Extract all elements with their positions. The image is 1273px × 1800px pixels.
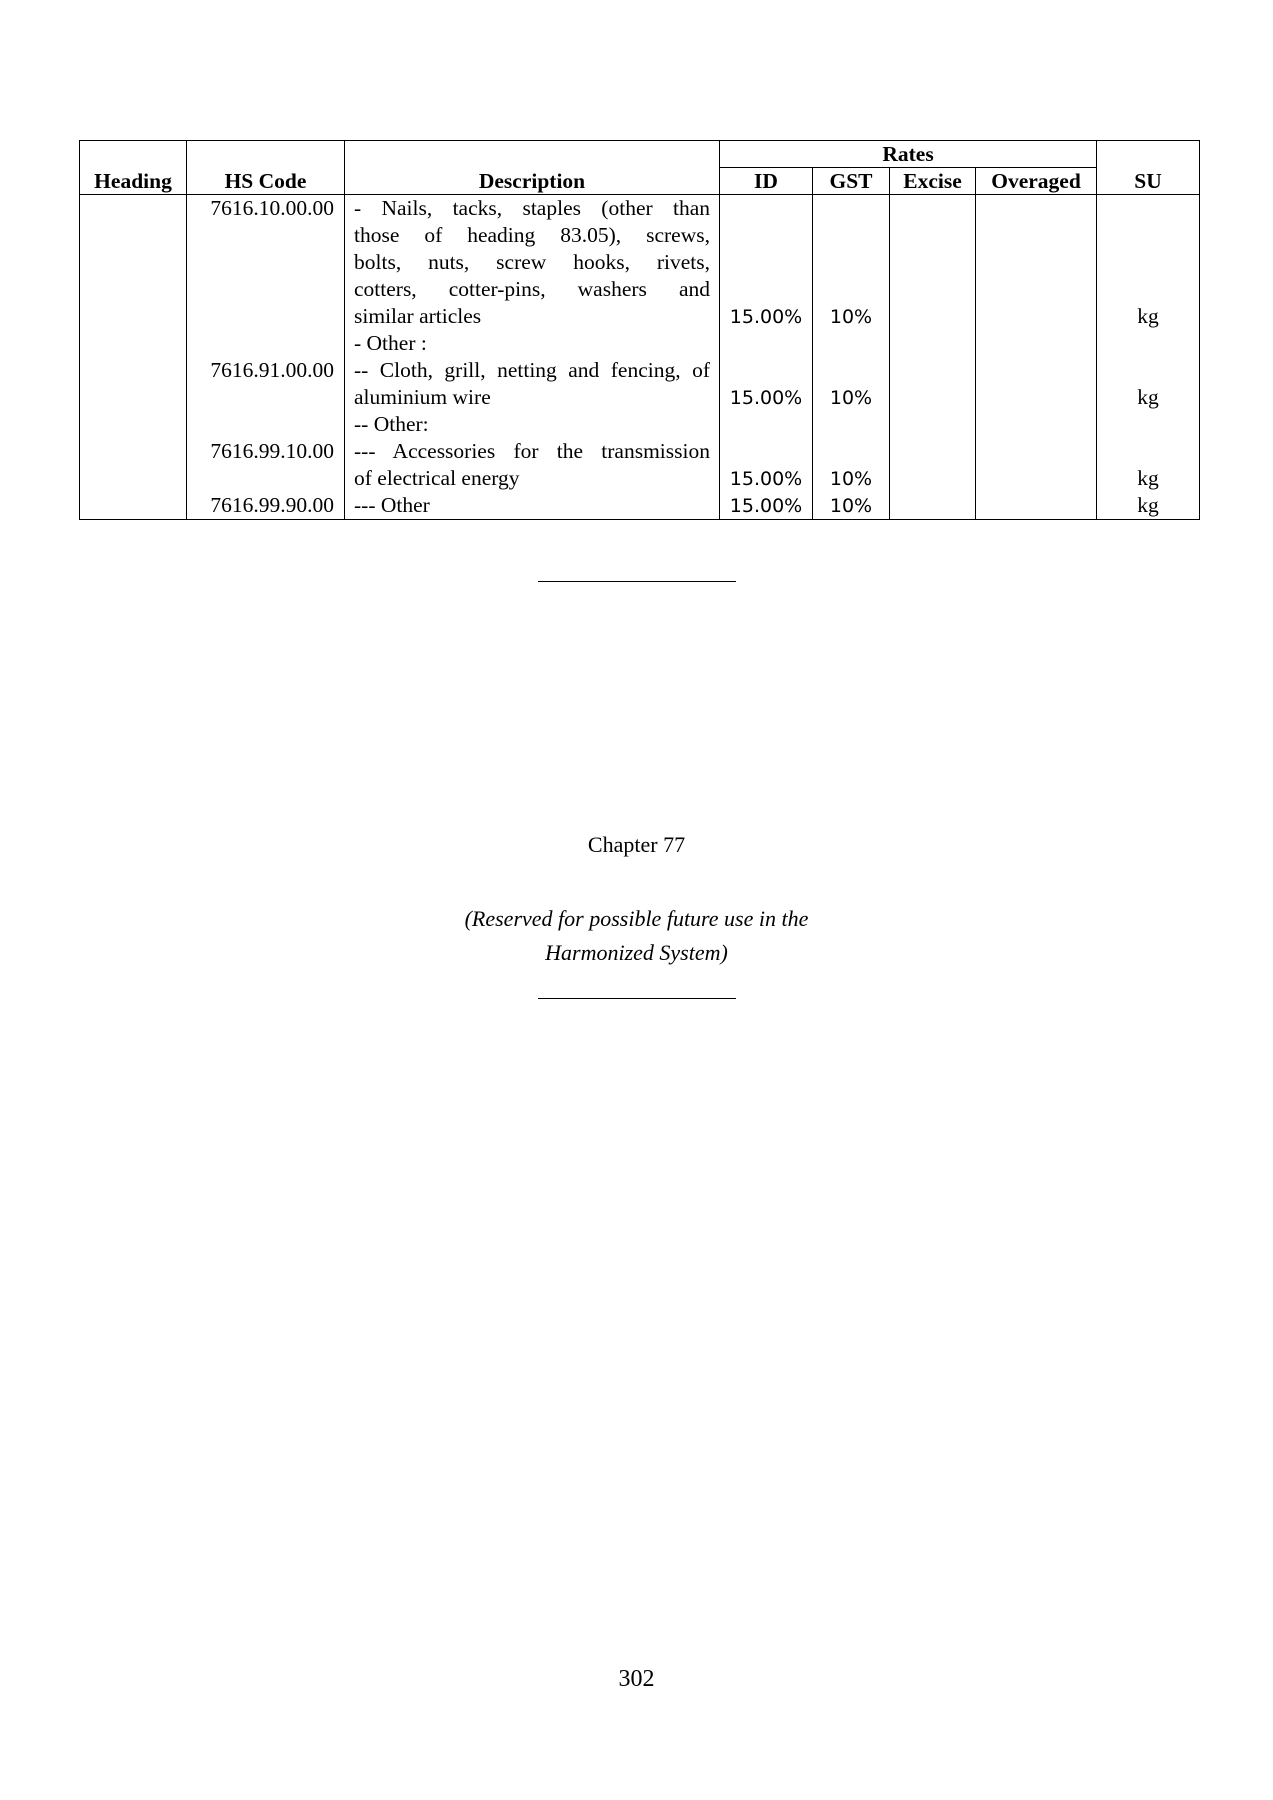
su-line: kg	[1137, 466, 1159, 490]
table-header	[80, 141, 1200, 195]
gst-rate-line: 10%	[829, 387, 873, 409]
su-line	[1097, 276, 1199, 303]
header-rates: Rates	[720, 141, 1097, 168]
gst-rate-line: 10%	[829, 468, 873, 490]
su-line	[1097, 438, 1199, 465]
gst-rate-line	[813, 195, 889, 222]
hs-code-line	[187, 330, 344, 357]
page-number: 302	[618, 1666, 655, 1692]
header-heading: Heading	[80, 141, 187, 195]
hs-code-line	[187, 276, 344, 303]
gst-rate-line	[813, 330, 889, 357]
id-rate-line: 15.00%	[729, 468, 803, 490]
reserved-note-line: (Reserved for possible future use in the	[464, 906, 809, 931]
id-rate-line	[720, 249, 812, 276]
description-line: similar articles	[354, 304, 482, 328]
table-row	[80, 195, 1200, 520]
header-su: SU	[1097, 141, 1200, 195]
header-description: Description	[345, 141, 720, 195]
heading-cell	[80, 195, 187, 520]
header-gst: GST	[813, 168, 890, 195]
reserved-note-line: Harmonized System)	[545, 940, 728, 965]
id-rate-line	[720, 357, 812, 384]
header-id: ID	[720, 168, 813, 195]
description-line: -- Other:	[354, 412, 429, 436]
gst-rate-line	[813, 276, 889, 303]
su-line: kg	[1137, 304, 1159, 328]
id-rate-line: 15.00%	[729, 306, 803, 328]
description-line: of electrical energy	[354, 466, 520, 490]
hs-code-line	[187, 303, 344, 330]
description-line: cotters, cotter-pins, washers and	[354, 277, 710, 301]
tariff-table	[79, 140, 1200, 520]
gst-rate-line	[813, 357, 889, 384]
gst-rate-line: 10%	[829, 495, 873, 517]
id-rate-cell	[720, 195, 813, 520]
hs-code-line	[187, 249, 344, 276]
hs-code-line	[187, 222, 344, 249]
hs-code-line: 7616.99.10.00	[210, 439, 334, 463]
id-rate-line	[720, 222, 812, 249]
gst-rate-line	[813, 411, 889, 438]
hs-code-line: 7616.91.00.00	[210, 358, 334, 382]
gst-rate-line	[813, 438, 889, 465]
section-separator	[538, 581, 736, 582]
header-hs-code: HS Code	[187, 141, 345, 195]
id-rate-line	[720, 276, 812, 303]
hs-code-line	[187, 411, 344, 438]
hs-code-line: 7616.99.90.00	[210, 493, 334, 517]
su-line	[1097, 222, 1199, 249]
hs-code-line	[187, 384, 344, 411]
overaged-rate-cell	[976, 195, 1097, 520]
header-excise: Excise	[890, 168, 976, 195]
gst-rate-line: 10%	[829, 306, 873, 328]
su-line: kg	[1137, 385, 1159, 409]
id-rate-line	[720, 411, 812, 438]
hs-code-line: 7616.10.00.00	[210, 196, 334, 220]
id-rate-line	[720, 330, 812, 357]
gst-rate-line	[813, 249, 889, 276]
su-line	[1097, 411, 1199, 438]
description-line: bolts, nuts, screw hooks, rivets,	[354, 250, 710, 274]
description-line: - Nails, tacks, staples (other than	[354, 196, 710, 220]
su-line	[1097, 195, 1199, 222]
id-rate-line: 15.00%	[729, 387, 803, 409]
su-line	[1097, 330, 1199, 357]
id-rate-line	[720, 195, 812, 222]
su-line: kg	[1137, 493, 1159, 517]
description-line: --- Other	[354, 493, 430, 517]
description-line: - Other :	[354, 331, 427, 355]
chapter-title: Chapter 77	[587, 832, 686, 857]
excise-rate-cell	[890, 195, 976, 520]
description-cell	[345, 195, 720, 520]
id-rate-line: 15.00%	[729, 495, 803, 517]
table-body	[80, 195, 1200, 520]
su-cell	[1097, 195, 1200, 520]
gst-rate-line	[813, 222, 889, 249]
su-line	[1097, 357, 1199, 384]
header-overaged: Overaged	[976, 168, 1097, 195]
chapter-separator	[538, 998, 736, 999]
id-rate-line	[720, 438, 812, 465]
description-line: --- Accessories for the transmission	[354, 439, 710, 463]
description-line: those of heading 83.05), screws,	[354, 223, 710, 247]
gst-rate-cell	[813, 195, 890, 520]
description-line: -- Cloth, grill, netting and fencing, of	[354, 358, 710, 382]
hs-code-line	[187, 465, 344, 492]
hs-code-cell	[187, 195, 345, 520]
su-line	[1097, 249, 1199, 276]
reserved-note	[0, 902, 1273, 970]
description-line: aluminium wire	[354, 385, 491, 409]
